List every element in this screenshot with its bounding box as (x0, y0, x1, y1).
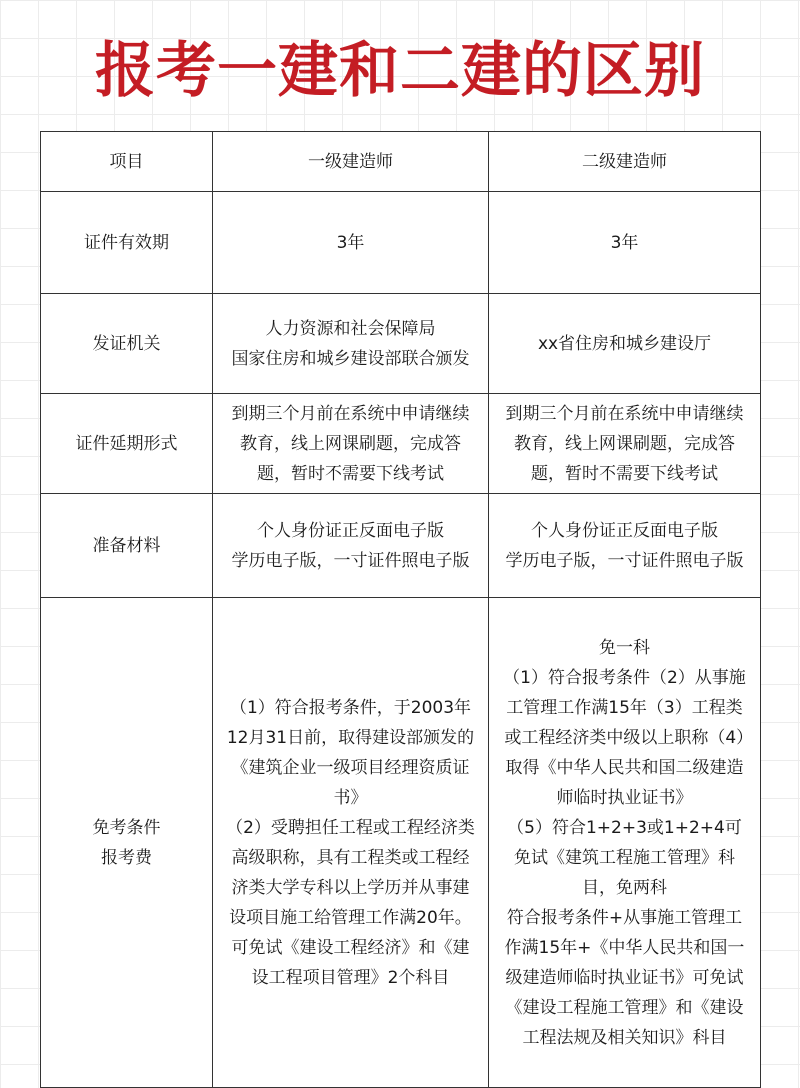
table-row-materials (41, 494, 761, 598)
level2-cell: 到期三个月前在系统中申请继续教育，线上网课刷题，完成答题，暂时不需要下线考试 (489, 394, 761, 494)
table-row-exemption (41, 598, 761, 1088)
level1-cell: 人力资源和社会保障局 国家住房和城乡建设部联合颁发 (213, 294, 489, 394)
level1-cell: 个人身份证正反面电子版 学历电子版，一寸证件照电子版 (213, 494, 489, 598)
page-title: 报考一建和二建的区别 (95, 36, 705, 106)
row-label: 证件延期形式 (41, 394, 213, 494)
comparison-table (40, 131, 761, 1088)
row-label: 免考条件 报考费 (41, 598, 213, 1088)
level2-cell: 个人身份证正反面电子版 学历电子版，一寸证件照电子版 (489, 494, 761, 598)
level2-cell: xx省住房和城乡建设厅 (489, 294, 761, 394)
level2-cell: 3年 (489, 192, 761, 294)
header-level1: 一级建造师 (213, 132, 489, 192)
table-row-extension (41, 394, 761, 494)
row-label: 准备材料 (41, 494, 213, 598)
row-label: 证件有效期 (41, 192, 213, 294)
level2-cell: 免一科 （1）符合报考条件（2）从事施工管理工作满15年（3）工程类或工程经济类中级以上职称（4）取得《中华人民共和国二级建造师临时执业证书》 （5）符合1+2+3或1+2+4可免试《建筑工程施工管理》科目，免两科 符合报考条件+从事施工管理工作满15年+《中华人民共和国一级建造师临时执业证书》可免试《建设工程施工管理》和《建设工程法规及相关知识》科目 (489, 598, 761, 1088)
table-header-row (41, 132, 761, 192)
row-label: 发证机关 (41, 294, 213, 394)
table-row-validity (41, 192, 761, 294)
level1-cell: 到期三个月前在系统中申请继续教育，线上网课刷题，完成答题，暂时不需要下线考试 (213, 394, 489, 494)
table-row-issuer (41, 294, 761, 394)
level1-cell: （1）符合报考条件，于2003年12月31日前，取得建设部颁发的《建筑企业一级项目经理资质证书》 （2）受聘担任工程或工程经济类高级职称，具有工程类或工程经济类大学专科以上学历并从事建设项目施工给管理工作满20年。可免试《建设工程经济》和《建设工程项目管理》2个科目 (213, 598, 489, 1088)
header-level2: 二级建造师 (489, 132, 761, 192)
level1-cell: 3年 (213, 192, 489, 294)
header-item: 项目 (41, 132, 213, 192)
